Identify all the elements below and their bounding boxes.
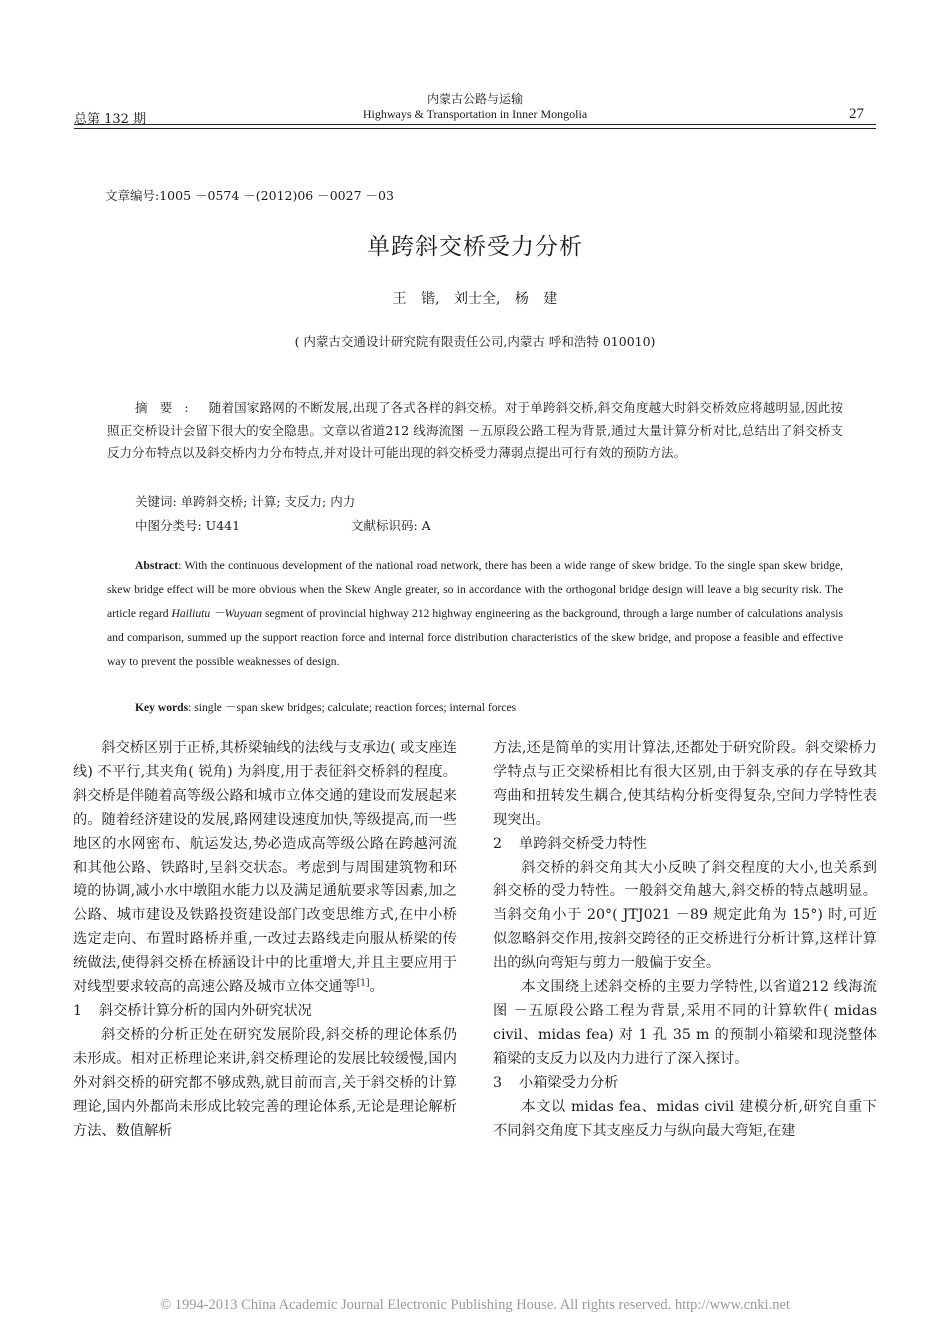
section-2-heading	[493, 833, 877, 857]
classification-number: 中图分类号: U441	[135, 518, 241, 533]
keywords-en-label: Key words	[135, 701, 189, 714]
article-number: 文章编号:1005 －0574 －(2012)06 －0027 －03	[105, 188, 394, 203]
section-2-title: 单跨斜交桥受力特性	[519, 835, 647, 852]
section-1-paragraph-cont: 方法,还是简单的实用计算法,还都处于研究阶段。斜交梁桥力学特点与正交梁桥相比有很大区别,由于斜支承的存在导致其弯曲和扭转发生耦合,使其结构分析变得复杂,空间力学特性表现突出。	[493, 740, 877, 828]
abstract-en-place: Hailiutu －Wuyuan	[171, 607, 263, 620]
abstract-en-text-2: segment of provincial highway 212 highway engineering as the background, through a large number of calculations analysis and comparison, summed up the support reaction force and internal force distribution characteristics of the skew bridge, and propose a feasible and effective way to prevent the possible weaknesses of design.	[107, 607, 843, 668]
intro-end: 。	[369, 979, 384, 996]
section-1-number: 1	[73, 1002, 83, 1019]
abstract-cn	[107, 397, 843, 465]
journal-name-en: Highways & Transportation in Inner Mongolia	[362, 107, 588, 121]
section-1-title: 斜交桥计算分析的国内外研究状况	[99, 1002, 312, 1019]
abstract-en-text-1: : With the continuous development of the national road network, there has been a wide range of skew bridge. To the single span skew bridge, skew bridge effect will be more obvious when the Skew Angle greater, so in accordance with the orthogonal bridge design will leave a big security risk. The article regard	[107, 559, 843, 620]
abstract-cn-text: 随着国家路网的不断发展,出现了各式各样的斜交桥。对于单跨斜交桥,斜交角度越大时斜交桥效应将越明显,因此按照正交桥设计会留下很大的安全隐患。文章以省道212 线海流图 －五原段公路工程为背景,通过大量计算分析对比,总结出了斜交桥支反力分布特点以及斜交桥内力分布特点,并对设计可能出现的斜交桥受力薄弱点提出可行有效的预防方法。	[107, 400, 843, 460]
section-3-title: 小箱梁受力分析	[519, 1074, 619, 1091]
keywords-en	[135, 699, 516, 715]
keywords-cn: 关键词: 单跨斜交桥; 计算; 支反力; 内力	[135, 494, 356, 509]
affiliation: ( 内蒙古交通设计研究院有限责任公司,内蒙古 呼和浩特 010010)	[294, 334, 656, 349]
page-title: 单跨斜交桥受力分析	[367, 234, 583, 260]
header-rule-thin	[74, 128, 876, 129]
section-2-paragraph-1: 斜交桥的斜交角其大小反映了斜交程度的大小,也关系到斜交桥的受力特性。一般斜交角越大,斜交桥的特点越明显。当斜交角小于 20°( JTJ021 －89 规定此角为 15°) 时,可近似忽略斜交作用,按斜交跨径的正交桥进行分析计算,这样计算出的纵向弯矩与剪力一般偏于安全。	[493, 859, 877, 972]
body-column-left	[73, 737, 457, 1143]
section-1-heading	[73, 1000, 457, 1024]
journal-header	[0, 92, 950, 122]
section-3-number: 3	[493, 1074, 503, 1091]
journal-issue: 总第 132 期	[74, 112, 147, 127]
section-2-paragraph-2: 本文围绕上述斜交桥的主要力学特性,以省道212 线海流图 －五原段公路工程为背景,采用不同的计算软件( midas civil、midas fea) 对 1 孔 35 m 的预制小箱梁和现浇整体箱梁的支反力以及内力进行了深入探讨。	[493, 979, 877, 1067]
abstract-en	[107, 554, 843, 674]
abstract-en-label: Abstract	[135, 559, 179, 572]
copyright-footer: © 1994-2013 China Academic Journal Electronic Publishing House. All rights reserved. http://www.cnki.net	[160, 1297, 790, 1313]
header-rule-thick	[74, 124, 876, 125]
journal-name-cn: 内蒙古公路与运输	[426, 92, 523, 106]
keywords-en-text: : single －span skew bridges; calculate; reaction forces; internal forces	[188, 701, 517, 714]
section-3-paragraph: 本文以 midas fea、midas civil 建模分析,研究自重下不同斜交角度下其支座反力与纵向最大弯矩,在建	[493, 1098, 877, 1139]
reference-mark[interactable]: [1]	[356, 978, 370, 989]
section-2-number: 2	[493, 835, 503, 852]
document-code: 文献标识码: A	[351, 518, 431, 533]
authors: 王 锴, 刘士全, 杨 建	[392, 291, 558, 307]
intro-paragraph	[73, 737, 457, 1000]
section-1-paragraph: 斜交桥的分析正处在研究发展阶段,斜交桥的理论体系仍未形成。相对正桥理论来讲,斜交桥理论的发展比较缓慢,国内外对斜交桥的研究都不够成熟,就目前而言,关于斜交桥的计算理论,国内外都尚未形成比较完善的理论体系,无论是理论解析方法、数值解析	[73, 1026, 457, 1139]
intro-text: 斜交桥区别于正桥,其桥梁轴线的法线与支承边( 或支座连线) 不平行,其夹角( 锐角) 为斜度,用于表征斜交桥斜的程度。斜交桥是伴随着高等级公路和城市立体交通的建设而发展起来的。随着经济建设的发展,路网建设速度加快,等级提高,而一些地区的水网密布、航运发达,势必造成高等级公路在跨越河流和其他公路、铁路时,呈斜交状态。考虑到与周围建筑物和环境的协调,减小水中墩阻水能力以及满足通航要求等因素,加之公路、城市建设及铁路投资建设部门改变思维方式,在中小桥选定走向、布置时路桥并重,一改过去路线走向服从桥梁的传统做法,使得斜交桥在桥涵设计中的比重增大,并且主要应用于对线型要求较高的高速公路及城市立体交通等	[73, 740, 457, 996]
abstract-cn-label: 摘要:	[135, 400, 201, 415]
page-number: 27	[849, 106, 864, 122]
section-3-heading	[493, 1072, 877, 1096]
body-column-right	[493, 737, 877, 1143]
